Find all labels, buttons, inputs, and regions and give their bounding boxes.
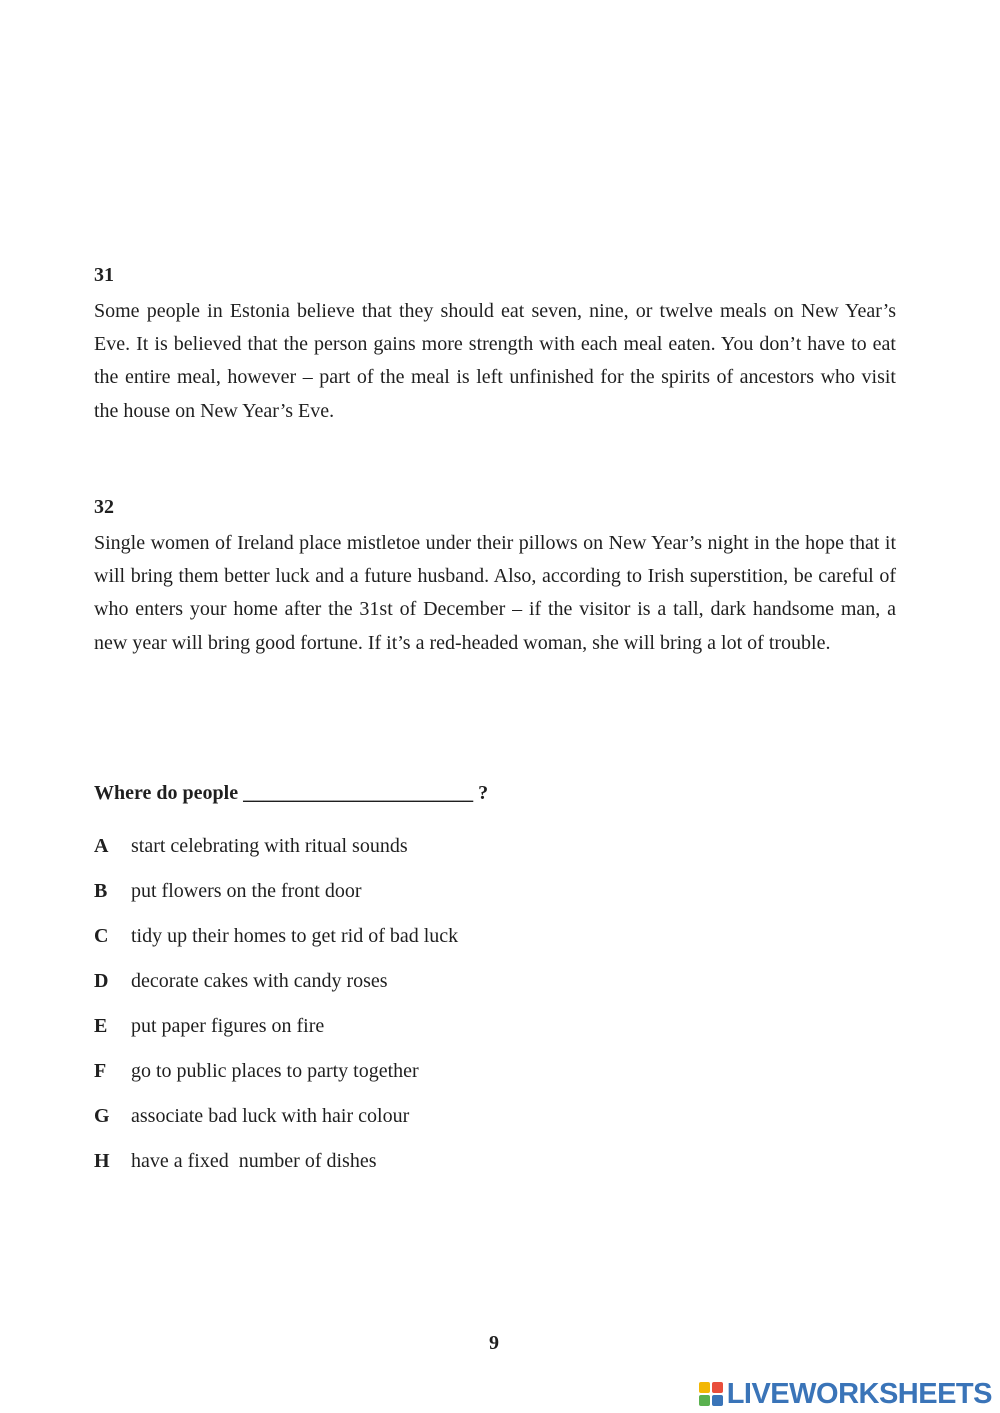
option-letter: C — [94, 925, 109, 947]
question-number: 31 — [94, 264, 114, 286]
option-letter: B — [94, 880, 108, 902]
option-letter: G — [94, 1105, 110, 1127]
option-f — [94, 1057, 694, 1102]
option-text: have a fixed number of dishes — [131, 1150, 377, 1172]
option-text: associate bad luck with hair colour — [131, 1105, 410, 1127]
logo-square — [712, 1382, 723, 1393]
option-d — [94, 967, 694, 1012]
liveworksheets-logo-icon — [699, 1382, 725, 1406]
question-text: Single women of Ireland place mistletoe under their pillows on New Year’s night in the hope that it will bring them better luck and a future husband. Also, according to Irish superstition, be careful of who enters your home after the 31st of December – if the visitor is a tall, dark handsome man, a new year will bring good fortune. If it’s a red-headed woman, she will bring a lot of trouble. — [94, 532, 896, 654]
option-letter: F — [94, 1060, 107, 1082]
answer-options-list — [94, 832, 694, 1192]
logo-square — [712, 1395, 723, 1406]
question-prompt: Where do people _______________________ ? — [94, 782, 489, 804]
option-text: start celebrating with ritual sounds — [131, 835, 408, 857]
option-letter: E — [94, 1015, 108, 1037]
option-c — [94, 922, 694, 967]
logo-square — [699, 1395, 710, 1406]
option-letter: D — [94, 970, 109, 992]
question-32 — [94, 495, 896, 660]
logo-square — [699, 1382, 710, 1393]
option-text: tidy up their homes to get rid of bad luck — [131, 925, 459, 947]
option-e — [94, 1012, 694, 1057]
option-letter: H — [94, 1150, 110, 1172]
option-text: decorate cakes with candy roses — [131, 970, 388, 992]
option-text: put paper figures on fire — [131, 1015, 325, 1037]
question-number: 32 — [94, 496, 114, 518]
option-a — [94, 832, 694, 877]
option-g — [94, 1102, 694, 1147]
brand-name: LIVEWORKSHEETS — [726, 1378, 992, 1410]
option-letter: A — [94, 835, 109, 857]
option-h — [94, 1147, 694, 1192]
question-31 — [94, 263, 896, 428]
liveworksheets-brand[interactable] — [699, 1378, 992, 1410]
page-number: 9 — [489, 1332, 499, 1354]
question-text: Some people in Estonia believe that they should eat seven, nine, or twelve meals on New Year’s Eve. It is believed that the person gains more strength with each meal eaten. You don’t have to eat the entire meal, however – part of the meal is left unfinished for the spirits of ancestors who visit the house on New Year’s Eve. — [94, 300, 896, 422]
option-b — [94, 877, 694, 922]
option-text: put flowers on the front door — [131, 880, 362, 902]
option-text: go to public places to party together — [131, 1060, 419, 1082]
